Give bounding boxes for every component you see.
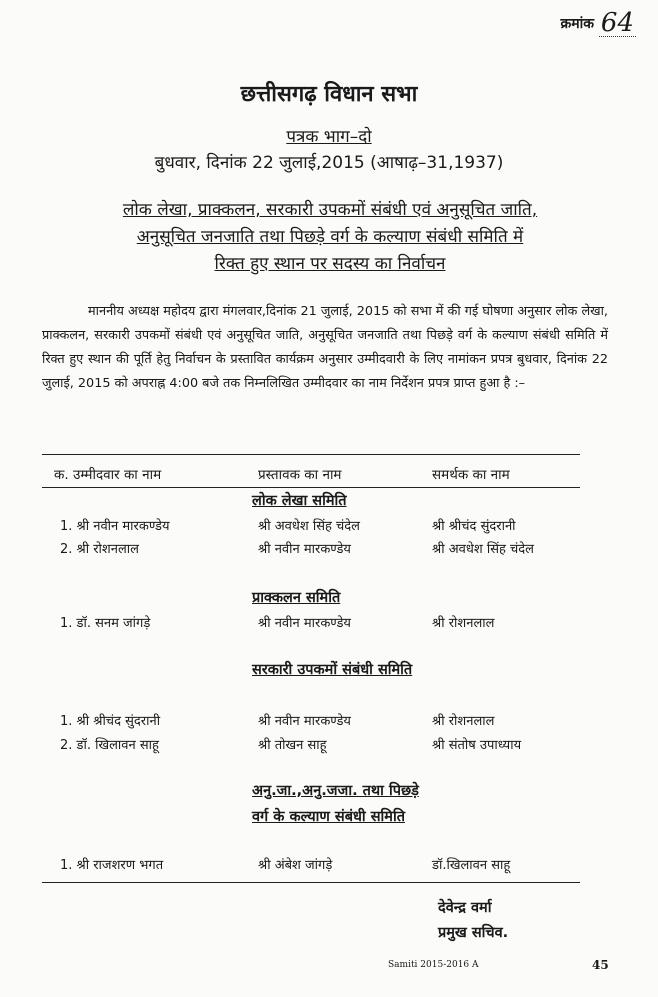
proposer-name: श्री अंबेश जांगड़े: [258, 858, 333, 873]
candidate-name: 1. श्री नवीन मारकण्डेय: [60, 519, 170, 534]
notice-paragraph: माननीय अध्यक्ष महोदय द्वारा मंगलवार,दिनांक 21 जुलाई, 2015 को सभा में की गई घोषणा अनुसार लोक लेखा, प्राक्कलन, सरकारी उपकमों संबंधी एवं अनुसूचित जाति, अनुसूचित जनजाति तथा पिछड़े वर्ग के कल्याण संबंधी समिति में रिक्त हुए स्थान की पूर्ति हेतु निर्वाचन के प्रस्तावित कार्यक्रम अनुसार उम्मीदवारी के लिए नामांकन प्रपत्र बुधवार, दिनांक 22 जुलाई, 2015 को अपराह्न 4:00 बजे तक निम्नलिखित उम्मीदवार का नाम निर्देशन प्रपत्र प्राप्त हुआ है :–: [42, 304, 608, 391]
heading-line: लोक लेखा, प्राक्कलन, सरकारी उपकमों संबंधी एवं अनुसूचित जाति,: [122, 200, 538, 220]
seconder-name: श्री संतोष उपाध्याय: [432, 738, 522, 753]
header-proposer: प्रस्तावक का नाम: [258, 467, 342, 483]
date-line: बुधवार, दिनांक 22 जुलाई,2015 (आषाढ़–31,1937): [154, 153, 504, 173]
table-header-rule: [42, 487, 580, 488]
header-seconder: समर्थक का नाम: [432, 467, 510, 483]
candidate-name: 1. श्री राजशरण भगत: [60, 858, 164, 873]
table-bottom-rule: [42, 882, 580, 883]
page-number: 45: [592, 958, 609, 972]
candidate-name: 2. श्री रोशनलाल: [60, 542, 139, 557]
notice-heading: [40, 197, 620, 278]
bulletin-part: पत्रक भाग–दो: [286, 127, 372, 147]
section-title-public-undertakings: सरकारी उपकमों संबंधी समिति: [252, 662, 413, 678]
section-title-welfare-line1: अनु.जा.,अनु.जजा. तथा पिछड़े: [252, 783, 419, 799]
candidate-name: 2. डॉ. खिलावन साहू: [60, 738, 159, 753]
candidate-name: 1. डॉ. सनम जांगड़े: [60, 616, 151, 631]
header-candidate: क. उम्मीदवार का नाम: [54, 467, 162, 483]
assembly-title: छत्तीसगढ़ विधान सभा: [240, 82, 418, 107]
proposer-name: श्री नवीन मारकण्डेय: [258, 542, 351, 557]
seconder-name: श्री श्रीचंद सुंदरानी: [432, 519, 516, 534]
heading-line: अनुसूचित जनजाति तथा पिछड़े वर्ग के कल्याण संबंधी समिति में: [136, 227, 524, 247]
seconder-name: डॉ.खिलावन साहू: [432, 858, 511, 873]
table-top-rule: [42, 454, 580, 455]
proposer-name: श्री तोखन साहू: [258, 738, 327, 753]
signatory-name: देवेन्द्र वर्मा: [438, 900, 492, 916]
candidate-name: 1. श्री श्रीचंद सुंदरानी: [60, 714, 161, 729]
section-title-estimates: प्राक्कलन समिति: [252, 590, 341, 606]
footer-code: Samiti 2015-2016 A: [388, 960, 479, 970]
section-title-public-accounts: लोक लेखा समिति: [252, 493, 347, 509]
seconder-name: श्री रोशनलाल: [432, 616, 495, 631]
signatory-designation: प्रमुख सचिव.: [438, 925, 509, 941]
proposer-name: श्री नवीन मारकण्डेय: [258, 714, 351, 729]
section-title-welfare-line2: वर्ग के कल्याण संबंधी समिति: [252, 809, 405, 825]
proposer-name: श्री अवधेश सिंह चंदेल: [258, 519, 360, 534]
serial-number: [561, 10, 636, 37]
serial-label: क्रमांक: [560, 16, 595, 32]
seconder-name: श्री अवधेश सिंह चंदेल: [432, 542, 534, 557]
serial-handwritten-value: 64: [600, 8, 634, 38]
seconder-name: श्री रोशनलाल: [432, 714, 495, 729]
proposer-name: श्री नवीन मारकण्डेय: [258, 616, 351, 631]
heading-line: रिक्त हुए स्थान पर सदस्य का निर्वाचन: [214, 254, 446, 274]
